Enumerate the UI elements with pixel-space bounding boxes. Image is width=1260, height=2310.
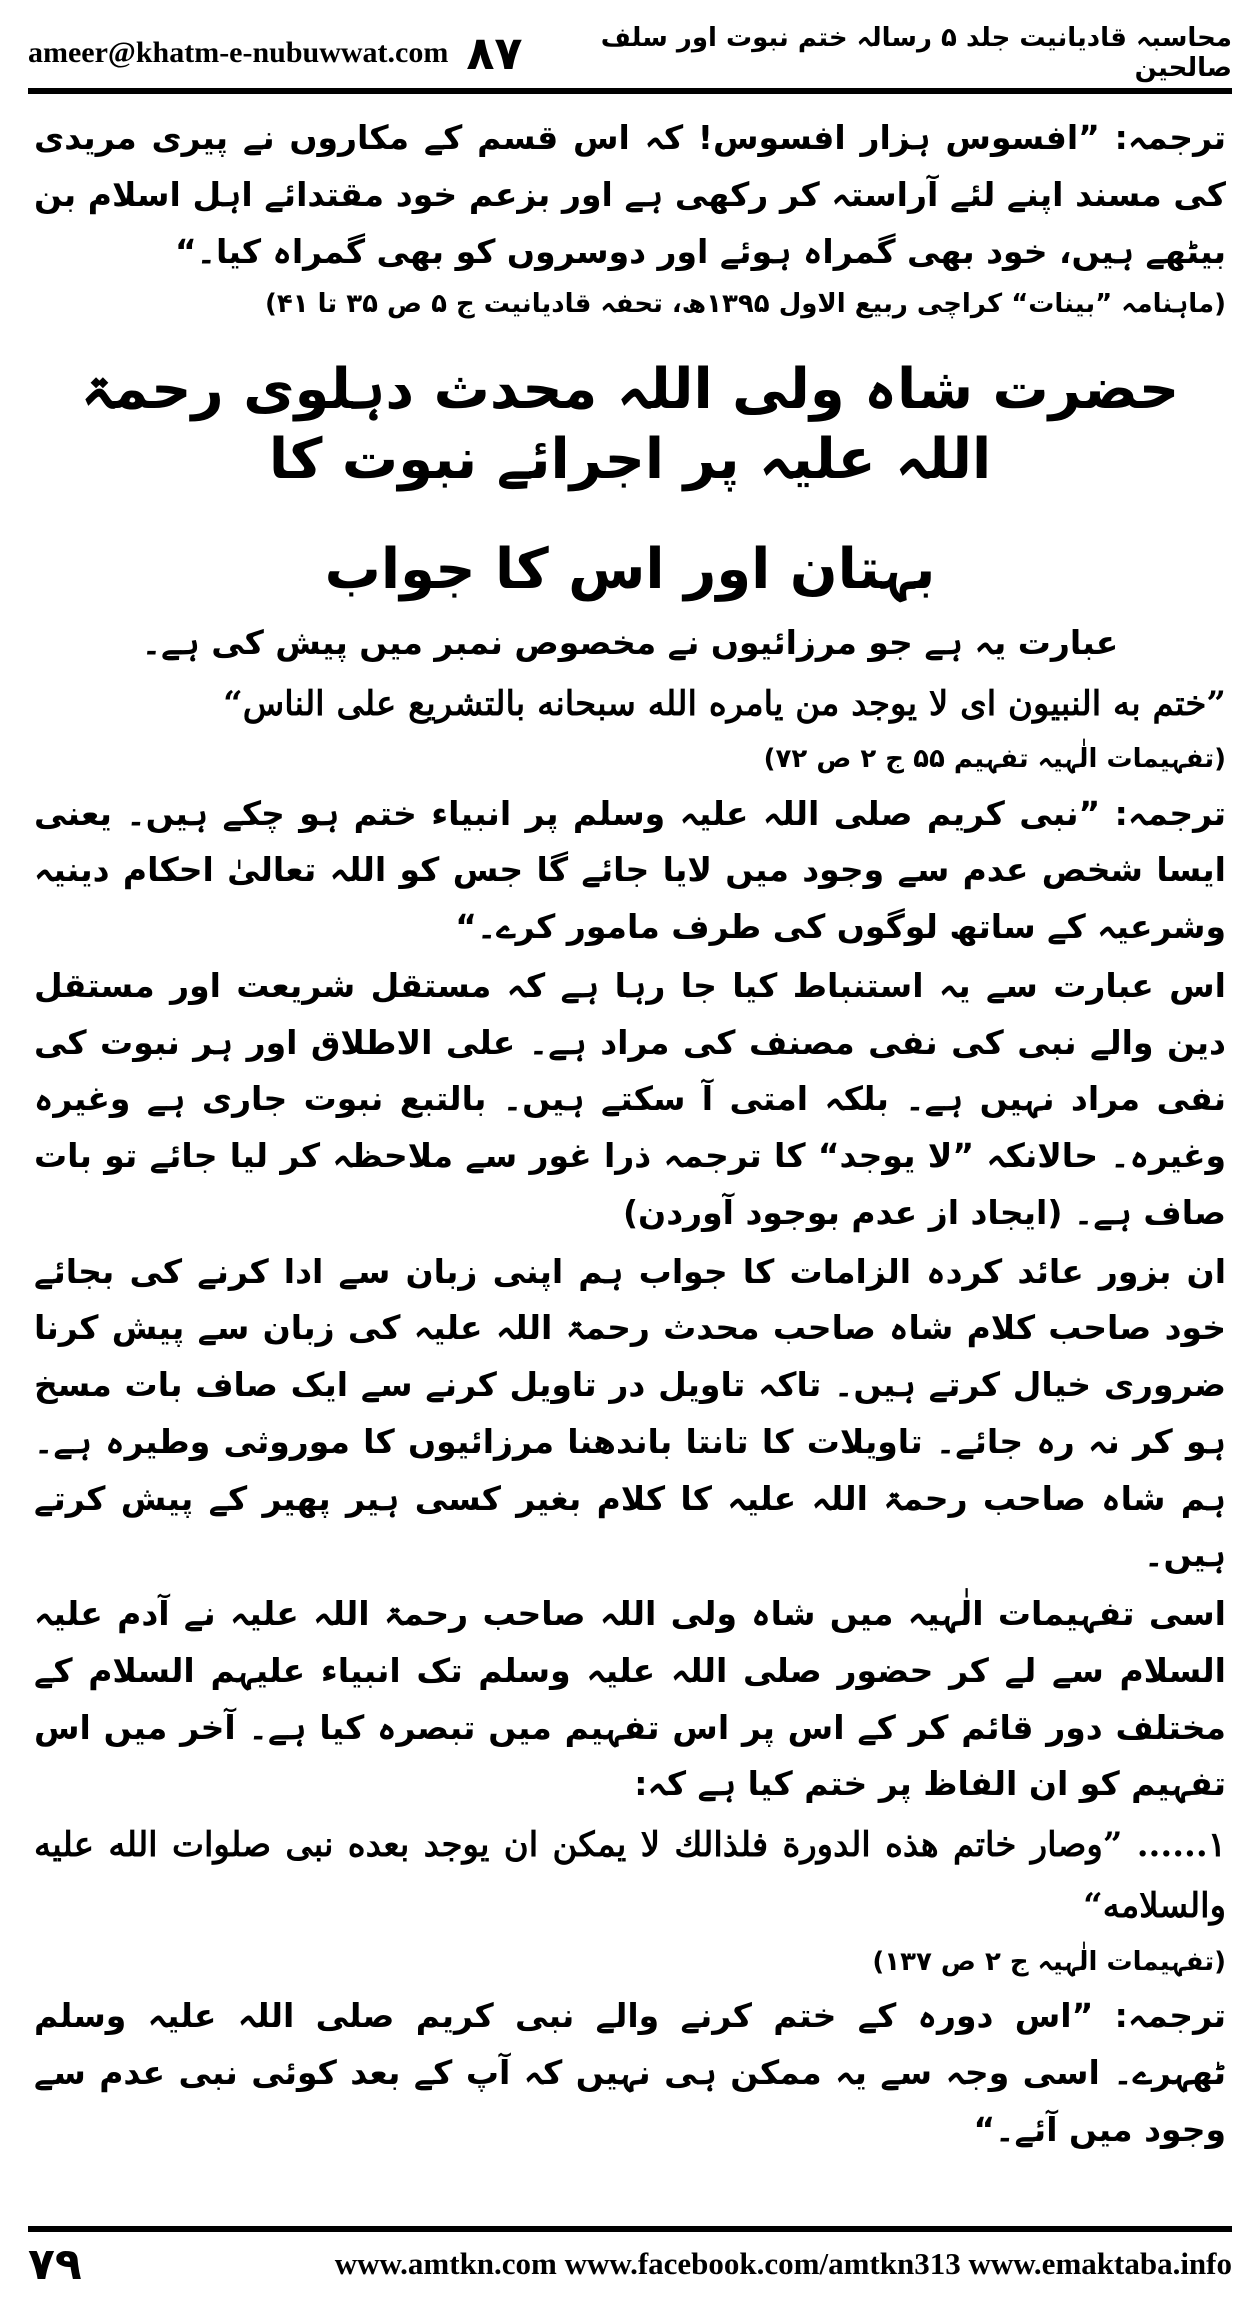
page-header [28, 18, 1232, 94]
translation-text: ”نبی کریم صلی اللہ علیہ وسلم پر انبیاء ختم ہو چکے ہیں۔ یعنی ایسا شخص عدم سے وجود میں لایا جائے گا جس کو اللہ تعالیٰ احکام دینیہ وشرعیہ کے ساتھ لوگوں کی طرف مامور کرے۔“ [34, 793, 1226, 947]
arabic-quote-1: ”ختم به النبيون اى لا يوجد من يامره الله سبحانه بالتشريع على الناس“ [223, 683, 1226, 724]
list-marker: ۱...... [1136, 1825, 1226, 1866]
arabic-quote-2 [34, 1815, 1226, 1937]
arabic-quote-text: ”وصار خاتم هذه الدورة فلذالك لا يمكن ان يوجد بعده نبى صلوات الله عليه والسلامه“ [34, 1825, 1226, 1927]
translation-text: ”اس دورہ کے ختم کرنے والے نبی کریم صلی اللہ علیہ وسلم ٹھہرے۔ اسی وجہ سے یہ ممکن ہی نہیں کہ آپ کے بعد کوئی نبی عدم سے وجود میں آئے۔“ [34, 1996, 1226, 2149]
section-heading-line-2: بہتان اور اس کا جواب [324, 536, 936, 602]
header-series-title: محاسبہ قادیانیت جلد ۵ رسالہ ختم نبوت اور سلف صالحین [600, 23, 1232, 83]
header-email: ameer@khatm-e-nubuwwat.com [28, 36, 449, 69]
citation: (تفہیمات الٰہیہ ج ۲ ص ۱۳۷) [872, 1946, 1226, 1977]
translation-paragraph-2 [34, 786, 1226, 956]
footer-page-number: ۷۹ [28, 2238, 82, 2290]
page-footer [28, 2226, 1232, 2296]
translation-paragraph-3 [34, 1988, 1226, 2158]
intro-paragraph: عبارت یہ ہے جو مرزائیوں نے مخصوص نمبر میں پیش کی ہے۔ [141, 622, 1119, 662]
page-body [34, 110, 1226, 2220]
translation-label: ترجمہ: [1114, 1996, 1226, 2036]
translation-paragraph-1 [34, 110, 1226, 280]
body-paragraph-2: ان بزور عائد کردہ الزامات کا جواب ہم اپنی زبان سے ادا کرنے کی بجائے خود صاحب کلام شاہ صاحب محدث رحمۃ اللہ علیہ کی زبان سے پیش کرنا ضروری خیال کرتے ہیں۔ تاکہ تاویل در تاویل کرنے سے ایک صاف بات مسخ ہو کر نہ رہ جائے۔ تاویلات کا تانتا باندھنا مرزائیوں کا موروثی وطیرہ ہے۔ ہم شاہ صاحب رحمۃ اللہ علیہ کا کلام بغیر کسی ہیر پھیر کے پیش کرتے ہیں۔ [34, 1251, 1226, 1575]
footer-urls: www.amtkn.com www.facebook.com/amtkn313 www.emaktaba.info [334, 2246, 1232, 2281]
citation-line-2 [34, 737, 1226, 782]
translation-label: ترجمہ: [1114, 793, 1227, 833]
citation-line-3 [34, 1940, 1226, 1985]
translation-text: ”افسوس ہزار افسوس! کہ اس قسم کے مکاروں نے پیری مریدی کی مسند اپنے لئے آراستہ کر رکھی ہے اور بزعم خود مقتدائے اہل اسلام بن بیٹھے ہیں، خود بھی گمراہ ہوئے اور دوسروں کو بھی گمراہ کیا۔“ [34, 118, 1226, 271]
header-page-number: ۸۷ [466, 26, 523, 80]
body-paragraph-3: اسی تفہیمات الٰہیہ میں شاہ ولی اللہ صاحب رحمۃ اللہ علیہ نے آدم علیہ السلام سے لے کر حضور صلی اللہ علیہ وسلم تک انبیاء علیہم السلام کے مختلف دور قائم کر کے اس پر اس تفہیم میں تبصرہ کیا ہے۔ آخر میں اس تفہیم کو ان الفاظ پر ختم کیا ہے کہ: [34, 1594, 1226, 1804]
citation: (ماہنامہ ”بینات“ کراچی ربیع الاول ۱۳۹۵ھ، تحفہ قادیانیت ج ۵ ص ۳۵ تا ۴۱) [264, 289, 1226, 320]
citation: (تفہیمات الٰہیہ تفہیم ۵۵ ج ۲ ص ۷۲) [763, 743, 1226, 774]
translation-label: ترجمہ: [1114, 118, 1226, 157]
body-paragraph-1: اس عبارت سے یہ استنباط کیا جا رہا ہے کہ مستقل شریعت اور مستقل دین والے نبی کی نفی مصنف کی مراد ہے۔ علی الاطلاق اور ہر نبوت کی نفی مراد نہیں ہے۔ بلکہ امتی آ سکتے ہیں۔ بالتبع نبوت جاری ہے وغیرہ وغیرہ۔ حالانکہ ”لا یوجد“ کا ترجمہ ذرا غور سے ملاحظہ کر لیا جائے تو بات صاف ہے۔ (ایجاد از عدم بوجود آوردن) [34, 965, 1226, 1232]
section-heading-line-1: حضرت شاہ ولی اللہ محدث دہلوی رحمۃ اللہ علیہ پر اجرائے نبوت کا [80, 356, 1180, 492]
citation-line [34, 282, 1226, 327]
